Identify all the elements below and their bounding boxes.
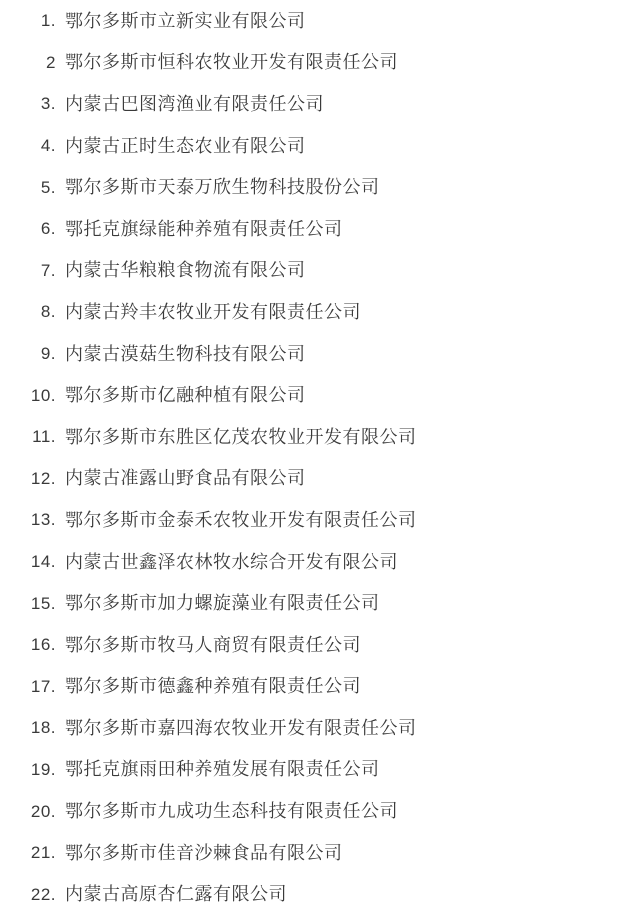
item-name: 鄂尔多斯市九成功生态科技有限责任公司 — [65, 801, 398, 822]
item-name: 内蒙古高原杏仁露有限公司 — [65, 884, 287, 905]
item-number: 22. — [30, 884, 56, 904]
item-number: 1. — [40, 11, 56, 31]
list-item — [30, 458, 636, 500]
list-item — [30, 749, 636, 791]
item-name: 内蒙古羚丰农牧业开发有限责任公司 — [65, 301, 361, 322]
item-number: 13. — [30, 510, 56, 530]
item-number: 12. — [30, 468, 56, 488]
item-name: 鄂尔多斯市金泰禾农牧业开发有限责任公司 — [65, 509, 417, 530]
list-item — [30, 0, 636, 42]
item-number: 8. — [40, 302, 56, 322]
item-name: 鄂托克旗绿能种养殖有限责任公司 — [65, 218, 343, 239]
item-name: 鄂尔多斯市恒科农牧业开发有限责任公司 — [65, 52, 398, 73]
item-name: 内蒙古世鑫泽农林牧水综合开发有限公司 — [65, 551, 398, 572]
item-name: 鄂托克旗雨田种养殖发展有限责任公司 — [65, 759, 380, 780]
item-number: 11. — [32, 427, 56, 447]
item-number: 9. — [40, 344, 56, 364]
list-item — [30, 208, 636, 250]
list-item — [30, 624, 636, 666]
item-name: 内蒙古巴图湾渔业有限责任公司 — [65, 93, 324, 114]
item-number: 17. — [30, 676, 56, 696]
item-name: 鄂尔多斯市嘉四海农牧业开发有限责任公司 — [65, 717, 417, 738]
list-item — [30, 832, 636, 874]
item-number: 10. — [30, 385, 56, 405]
item-name: 鄂尔多斯市东胜区亿茂农牧业开发有限公司 — [65, 426, 417, 447]
item-number: 20. — [30, 801, 56, 821]
item-number: 3. — [40, 94, 56, 114]
item-name: 鄂尔多斯市加力螺旋藻业有限责任公司 — [65, 593, 380, 614]
item-name: 鄂尔多斯市牧马人商贸有限责任公司 — [65, 634, 361, 655]
item-number: 4. — [40, 136, 56, 156]
item-number: 2 — [46, 52, 56, 72]
list-item — [30, 873, 636, 915]
item-number: 6. — [40, 219, 56, 239]
list-item — [30, 666, 636, 708]
item-number: 14. — [30, 552, 56, 572]
list-item — [30, 291, 636, 333]
list-item — [30, 42, 636, 84]
list-item — [30, 333, 636, 375]
list-item — [30, 541, 636, 583]
item-number: 21. — [30, 843, 56, 863]
item-name: 鄂尔多斯市天泰万欣生物科技股份公司 — [65, 177, 380, 198]
list-item — [30, 707, 636, 749]
list-item — [30, 166, 636, 208]
list-item — [30, 374, 636, 416]
list-item — [30, 250, 636, 292]
list-item — [30, 790, 636, 832]
item-name: 内蒙古漠菇生物科技有限公司 — [65, 343, 306, 364]
list-item — [30, 125, 636, 167]
item-name: 内蒙古华粮粮食物流有限公司 — [65, 260, 306, 281]
item-number: 18. — [30, 718, 56, 738]
item-name: 鄂尔多斯市亿融种植有限公司 — [65, 385, 306, 406]
list-item — [30, 582, 636, 624]
item-name: 内蒙古准露山野食品有限公司 — [65, 468, 306, 489]
list-item — [30, 83, 636, 125]
item-number: 5. — [40, 177, 56, 197]
item-number: 19. — [30, 759, 56, 779]
item-name: 鄂尔多斯市佳音沙棘食品有限公司 — [65, 842, 343, 863]
item-number: 15. — [30, 593, 56, 613]
item-name: 鄂尔多斯市立新实业有限公司 — [65, 10, 306, 31]
item-number: 7. — [40, 260, 56, 280]
list-item — [30, 416, 636, 458]
item-name: 内蒙古正时生态农业有限公司 — [65, 135, 306, 156]
item-name: 鄂尔多斯市德鑫种养殖有限责任公司 — [65, 676, 361, 697]
list-item — [30, 499, 636, 541]
item-number: 16. — [30, 635, 56, 655]
